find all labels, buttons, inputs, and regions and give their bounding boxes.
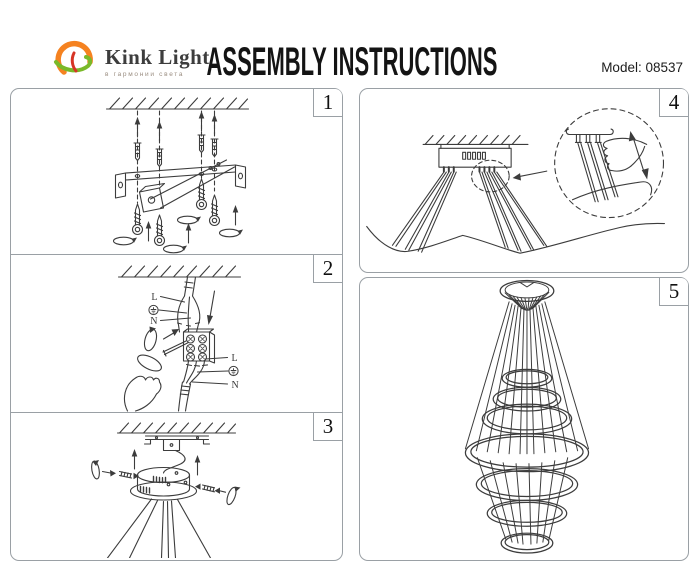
illustration-step-5-assembled-chandelier [360, 278, 688, 560]
step-1-section [11, 89, 342, 254]
wire-label-neutral-bottom: N [231, 380, 239, 391]
illustration-step-1-bracket-mounting [11, 89, 342, 254]
panel-number-2: 2 [313, 255, 342, 283]
panel-number-1: 1 [313, 89, 342, 117]
panel-number-3: 3 [313, 413, 342, 441]
page-title: ASSEMBLY INSTRUCTIONS [206, 40, 498, 84]
model-number: Model: 08537 [601, 60, 683, 75]
wire-label-live-bottom: L [231, 353, 238, 364]
illustration-step-3-canopy-fixing [11, 413, 342, 558]
wire-label-live-top: L [151, 292, 158, 303]
step-2-section [11, 254, 342, 412]
earth-ground-icon [229, 366, 238, 375]
illustration-step-2-wiring [11, 255, 342, 412]
brand-name: Kink Light [105, 45, 210, 69]
step-5-panel [359, 277, 689, 561]
earth-ground-icon [149, 305, 158, 314]
brand-tagline: в гармонии света [105, 71, 185, 78]
step-4-panel [359, 88, 689, 273]
panel-number-4: 4 [659, 89, 688, 117]
steps-1-3-panel [10, 88, 343, 561]
wire-label-neutral-top: N [150, 316, 158, 327]
illustration-step-4-cable-adjustment [360, 89, 688, 272]
panel-number-5: 5 [659, 278, 688, 306]
step-3-section [11, 412, 342, 558]
